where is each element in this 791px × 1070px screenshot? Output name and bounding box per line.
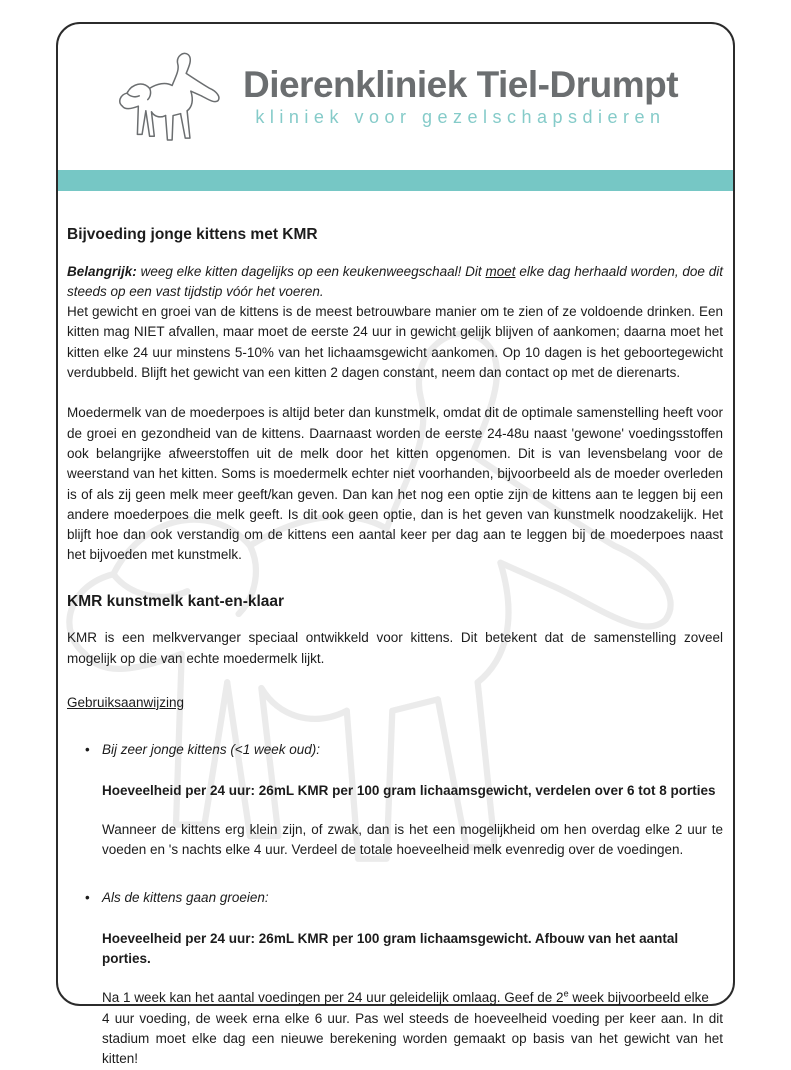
note-growing: Na 1 week kan het aantal voedingen per 24 uur geleidelijk omlaag. Geef de 2e week bijvoorbeeld elke 4 uur voeding, de week erna elke 6 uur. Pas wel steeds de hoeveelheid voeding per keer aan. In dit stadium moet elke dag een nieuwe berekening worden gemaakt op basis van het gewicht van het kitten! [102,988,723,1067]
section-heading-kmr: KMR kunstmelk kant-en-klaar [67,592,285,610]
bullet-icon: • [85,890,90,906]
weight-paragraph: Het gewicht en groei van de kittens is de meest betrouwbare manier om te zien of ze voldoende drinken. Een kitten mag NIET afvallen, maar moet de eerste 24 uur in gewicht gelijk blijven of aankomen; daarna moet het kitten elke 24 uur minstens 5-10% van het lichaamsgewicht aankomen. Op 10 dagen is het geboortegewicht verdubbeld. Blijft het gewicht van een kitten 2 dagen constant, neem dan contact op met de dierenarts. [67,304,723,381]
bullet-growing-kittens [85,888,723,1069]
mothermilk-paragraph: Moedermelk van de moederpoes is altijd beter dan kunstmelk, omdat dit de optimale samenstelling heeft voor de groei en gezondheid van de kittens. Daarnaast worden de eerste 24-48u naast 'gewone' voedingsstoffen ook belangrijke afweerstoffen uit de melk door het kitten opgenomen. Dit is van levensbelang voor de weerstand van het kitten. Soms is moedermelk echter niet voorhanden, bijvoorbeeld als de moeder overleden is of als zij geen melk meer geeft/kan geven. Dan kan het nog een optie zijn de kittens aan te leggen bij een andere moederpoes die melk geeft. Is dit ook geen optie, dan is het geven van kunstmelk noodzakelijk. Het blijft hoe dan ook verstandig om de kittens een aantal keer per dag aan te leggen bij de moederpoes naast het bijvoeden met kunstmelk. [67,405,723,563]
clinic-header [58,24,733,170]
dog-line-art-icon [113,48,235,152]
bullet-label-growing: Als de kittens gaan groeien: [102,890,269,906]
bullet-label-young: Bij zeer jonge kittens (<1 week oud): [102,742,320,758]
document-border-frame [56,22,735,1067]
section-heading-bijvoeding: Bijvoeding jonge kittens met KMR [67,226,318,243]
bullet-body [102,740,723,860]
bullet-icon: • [85,742,90,758]
dosage-line-young: Hoeveelheid per 24 uur: 26mL KMR per 100 gram lichaamsgewicht, verdelen over 6 tot 8 porties [102,782,716,798]
clinic-title: Dierenkliniek Tiel-Drumpt [242,63,679,105]
usage-instructions-label: Gebruiksaanwijzing [67,694,185,710]
clinic-subtitle: kliniek voor gezelschapsdieren [255,107,666,128]
dosage-line-growing: Hoeveelheid per 24 uur: 26mL KMR per 100 gram lichaamsgewicht. Afbouw van het aantal porties. [102,930,679,967]
brand-block [242,63,679,129]
header-divider-bar [58,170,733,191]
note-young: Wanneer de kittens erg klein zijn, of zwak, dan is het een mogelijkheid om hen overdag elke 2 uur te voeden en 's nachts elke 4 uur. Verdeel de totale hoeveelheid melk evenredig over de voedingen. [102,821,723,858]
bullet-young-kittens [85,740,723,860]
bullet-body [102,888,723,1069]
document-body [58,191,733,1070]
kmr-paragraph: KMR is een melkvervanger speciaal ontwikkeld voor kittens. Dit betekent dat de samenstelling zoveel mogelijk op die van echte moedermelk lijkt. [67,630,723,666]
important-paragraph: Belangrijk: weeg elke kitten dagelijks op een keukenweegschaal! Dit moet elke dag herhaald worden, doe dit steeds op een vast tijdstip vóór het voeren. [67,263,723,299]
